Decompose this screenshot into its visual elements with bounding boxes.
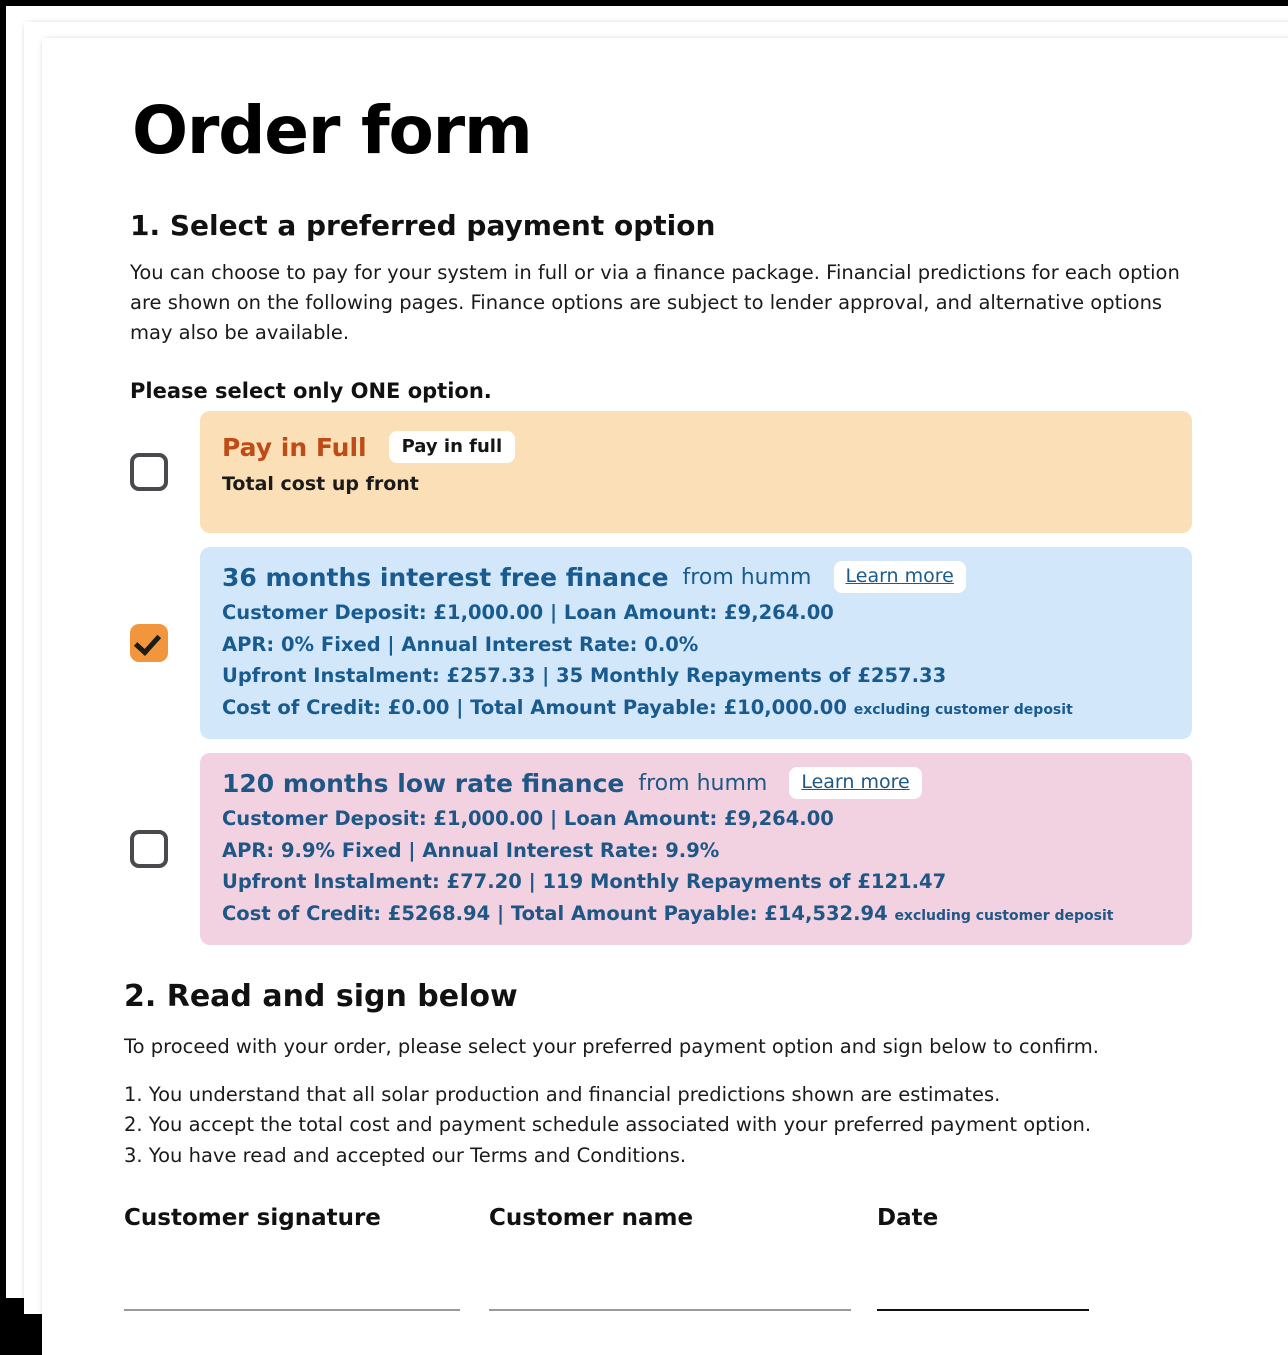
learn-more-button-36[interactable]: Learn more xyxy=(834,561,966,593)
finance-120-repayments-line: Upfront Instalment: £77.20 | 119 Monthly Repayments of £121.47 xyxy=(222,870,947,894)
terms-item-3: 3. You have read and accepted our Terms and Conditions. xyxy=(124,1143,687,1167)
finance-36-repayments-line: Upfront Instalment: £257.33 | 35 Monthly Repayments of £257.33 xyxy=(222,664,947,688)
customer-name-label: Customer name xyxy=(489,1204,694,1231)
finance-36-note: excluding customer deposit xyxy=(853,701,1073,718)
pay-in-full-title: Pay in Full xyxy=(222,432,367,462)
customer-name-line[interactable] xyxy=(489,1309,851,1311)
terms-list xyxy=(124,1080,1232,1171)
customer-signature-label: Customer signature xyxy=(124,1204,381,1231)
page-title: Order form xyxy=(132,92,532,169)
section-2-heading: 2. Read and sign below xyxy=(124,979,518,1015)
finance-120-note: excluding customer deposit xyxy=(894,907,1114,924)
finance-120-total-text: Cost of Credit: £5268.94 | Total Amount Payable: £14,532.94 xyxy=(222,901,888,925)
select-one-notice: Please select only ONE option. xyxy=(130,379,492,404)
learn-more-button-120[interactable]: Learn more xyxy=(789,767,921,799)
finance-36-title: 36 months interest free finance xyxy=(222,562,669,592)
terms-item-1: 1. You understand that all solar production and financial predictions shown are estimates. xyxy=(124,1082,1001,1106)
document-content xyxy=(42,38,1232,1311)
finance-36-total-line xyxy=(222,692,1170,724)
pay-in-full-subtitle: Total cost up front xyxy=(222,472,419,495)
finance-36-deposit-line: Customer Deposit: £1,000.00 | Loan Amount: £9,264.00 xyxy=(222,601,834,625)
finance-36-provider: from humm xyxy=(682,564,812,590)
checkbox-pay-in-full[interactable] xyxy=(130,453,168,491)
section-1-heading: 1. Select a preferred payment option xyxy=(130,209,716,243)
finance-36-header xyxy=(222,561,1170,593)
finance-120-deposit-line: Customer Deposit: £1,000.00 | Loan Amount: £9,264.00 xyxy=(222,807,834,831)
pay-in-full-badge: Pay in full xyxy=(389,431,516,463)
payment-option-finance-36[interactable] xyxy=(130,547,1192,739)
finance-36-total-text: Cost of Credit: £0.00 | Total Amount Payable: £10,000.00 xyxy=(222,695,847,719)
card-finance-120[interactable] xyxy=(200,753,1192,945)
finance-120-provider: from humm xyxy=(638,770,768,796)
card-finance-36[interactable] xyxy=(200,547,1192,739)
section-2-intro-text: To proceed with your order, please select your preferred payment option and sign below to confirm. xyxy=(124,1035,1099,1059)
finance-120-header xyxy=(222,767,1170,799)
payment-option-finance-120[interactable] xyxy=(130,753,1192,945)
date-label: Date xyxy=(877,1204,939,1231)
finance-120-title: 120 months low rate finance xyxy=(222,768,625,798)
customer-signature-line[interactable] xyxy=(124,1309,460,1311)
signature-field-customer-signature[interactable] xyxy=(124,1205,489,1311)
pay-in-full-header xyxy=(222,431,1170,463)
payment-options-list xyxy=(130,411,1192,945)
section-1-intro-text: You can choose to pay for your system in full or via a finance package. Financial predictions for each option are shown on the following pages. Finance options are subject to lender approval, and alternative options may also be available. xyxy=(130,261,1180,344)
finance-120-apr-line: APR: 9.9% Fixed | Annual Interest Rate: 9.9% xyxy=(222,838,720,862)
terms-item-2: 2. You accept the total cost and payment schedule associated with your preferred payment option. xyxy=(124,1113,1092,1137)
signature-field-customer-name[interactable] xyxy=(489,1205,877,1311)
checkbox-finance-36[interactable] xyxy=(130,624,168,662)
card-pay-in-full[interactable] xyxy=(200,411,1192,533)
date-line[interactable] xyxy=(877,1309,1089,1311)
signature-row xyxy=(124,1205,1144,1311)
signature-field-date[interactable] xyxy=(877,1205,1117,1311)
finance-36-apr-line: APR: 0% Fixed | Annual Interest Rate: 0.0% xyxy=(222,632,699,656)
payment-option-pay-in-full[interactable] xyxy=(130,411,1192,533)
checkbox-finance-120[interactable] xyxy=(130,830,168,868)
finance-120-total-line xyxy=(222,898,1170,930)
